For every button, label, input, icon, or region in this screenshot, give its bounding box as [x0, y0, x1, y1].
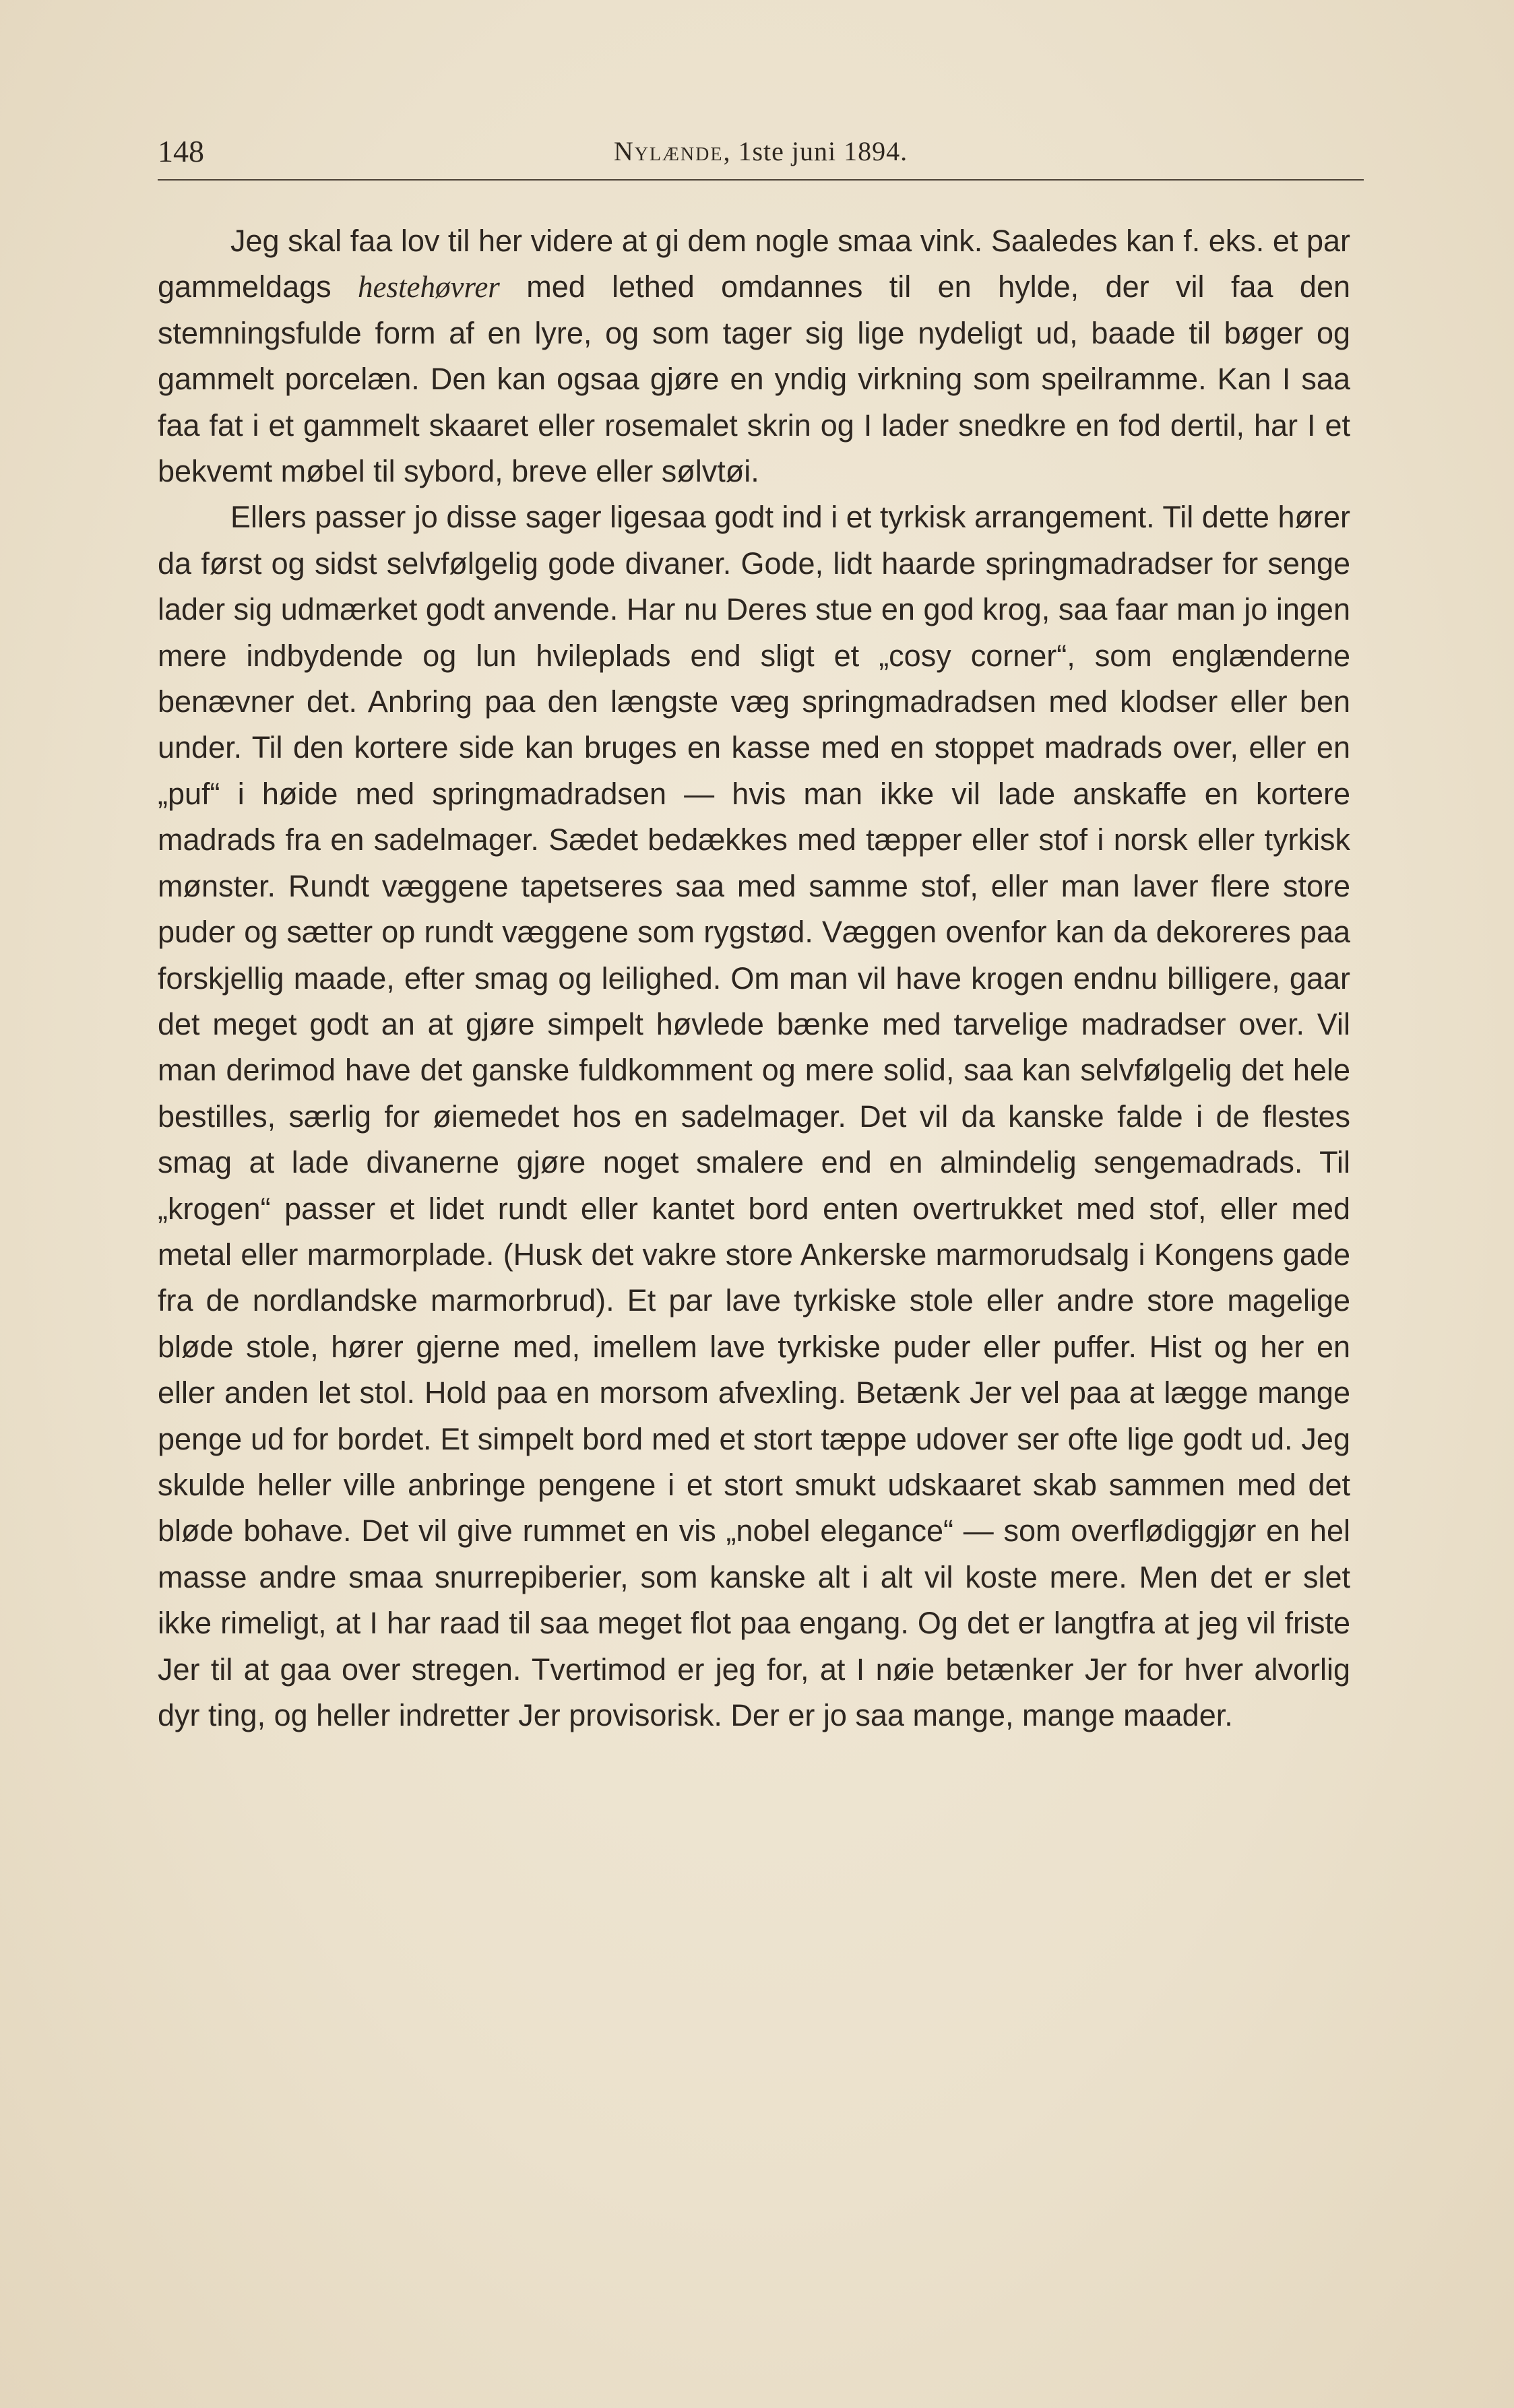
issue-date: , 1ste juni 1894.: [723, 136, 908, 166]
running-header: [158, 128, 1364, 175]
paragraph-1-rest: med lethed omdannes til en hylde, der vil faa den stemningsfulde form af en lyre, og som tager sig lige nydeligt ud, baade til bøger og gammelt porcelæn. Den kan ogsaa gjøre en yndig virkning som speilramme. Kan I saa faa fat i et gammelt skaaret eller rosemalet skrin og I lader snedkre en fod dertil, har I et bekvemt møbel til sybord, breve eller sølvtøi.: [158, 269, 1350, 489]
journal-title: Nylænde: [613, 136, 724, 166]
page-number: 148: [158, 134, 204, 168]
header-rule: [158, 179, 1364, 181]
article-body: [158, 218, 1350, 1738]
emphasized-term: hestehøvrer: [358, 270, 500, 304]
paragraph-2: Ellers passer jo disse sager ligesaa godt ind i et tyrkisk arrangement. Til dette hører da først og sidst selvfølgelig gode divaner. Gode, lidt haarde springmadradser for senge lader sig udmærket godt anvende. Har nu Deres stue en god krog, saa faar man jo ingen mere indbydende og lun hvileplads end sligt et „cosy corner“, som englænderne benævner det. Anbring paa den længste væg springmadradsen med klodser eller ben under. Til den kortere side kan bruges en kasse med en stoppet madrads over, eller en „puf“ i høide med springmadradsen — hvis man ikke vil lade anskaffe en kortere madrads fra en sadelmager. Sædet bedækkes med tæpper eller stof i norsk eller tyrkisk mønster. Rundt væggene tapetseres saa med samme stof, eller man laver flere store puder og sætter op rundt væggene som rygstød. Væggen ovenfor kan da dekoreres paa forskjellig maade, efter smag og leilighed. Om man vil have krogen endnu billigere, gaar det meget godt an at gjøre simpelt høvlede bænke med tarvelige madradser over. Vil man derimod have det ganske fuldkomment og mere solid, saa kan selvfølgelig det hele bestilles, særlig for øiemedet hos en sadelmager. Det vil da kanske falde i de flestes smag at lade divanerne gjøre noget smalere end en almindelig sengemadrads. Til „krogen“ passer et lidet rundt eller kantet bord enten overtrukket med stof, eller med metal eller marmorplade. (Husk det vakre store Ankerske marmorudsalg i Kongens gade fra de nordlandske marmorbrud). Et par lave tyrkiske stole eller andre store magelige bløde stole, hører gjerne med, imellem lave tyrkiske puder eller puffer. Hist og her en eller anden let stol. Hold paa en morsom afvexling. Betænk Jer vel paa at lægge mange penge ud for bordet. Et simpelt bord med et stort tæppe udover ser ofte lige godt ud. Jeg skulde heller ville anbringe pengene i et stort smukt udskaaret skab sammen med det bløde bohave. Det vil give rummet en vis „nobel elegance“ — som overflødiggjør en hel masse andre smaa snurrepiberier, som kanske alt i alt vil koste mere. Men det er slet ikke rimeligt, at I har raad til saa meget flot paa engang. Og det er langtfra at jeg vil friste Jer til at gaa over stregen. Tvertimod er jeg for, at I nøie betænker Jer for hver alvorlig dyr ting, og heller indretter Jer provisorisk. Der er jo saa mange, mange maader.: [158, 500, 1350, 1732]
paragraph-1-start: Jeg skal faa lov til her videre at gi dem nogle smaa vink. Saaledes kan f. eks. et par gammeldags: [158, 224, 1350, 304]
running-title: [158, 128, 1364, 175]
paragraph-1: [158, 218, 1350, 494]
